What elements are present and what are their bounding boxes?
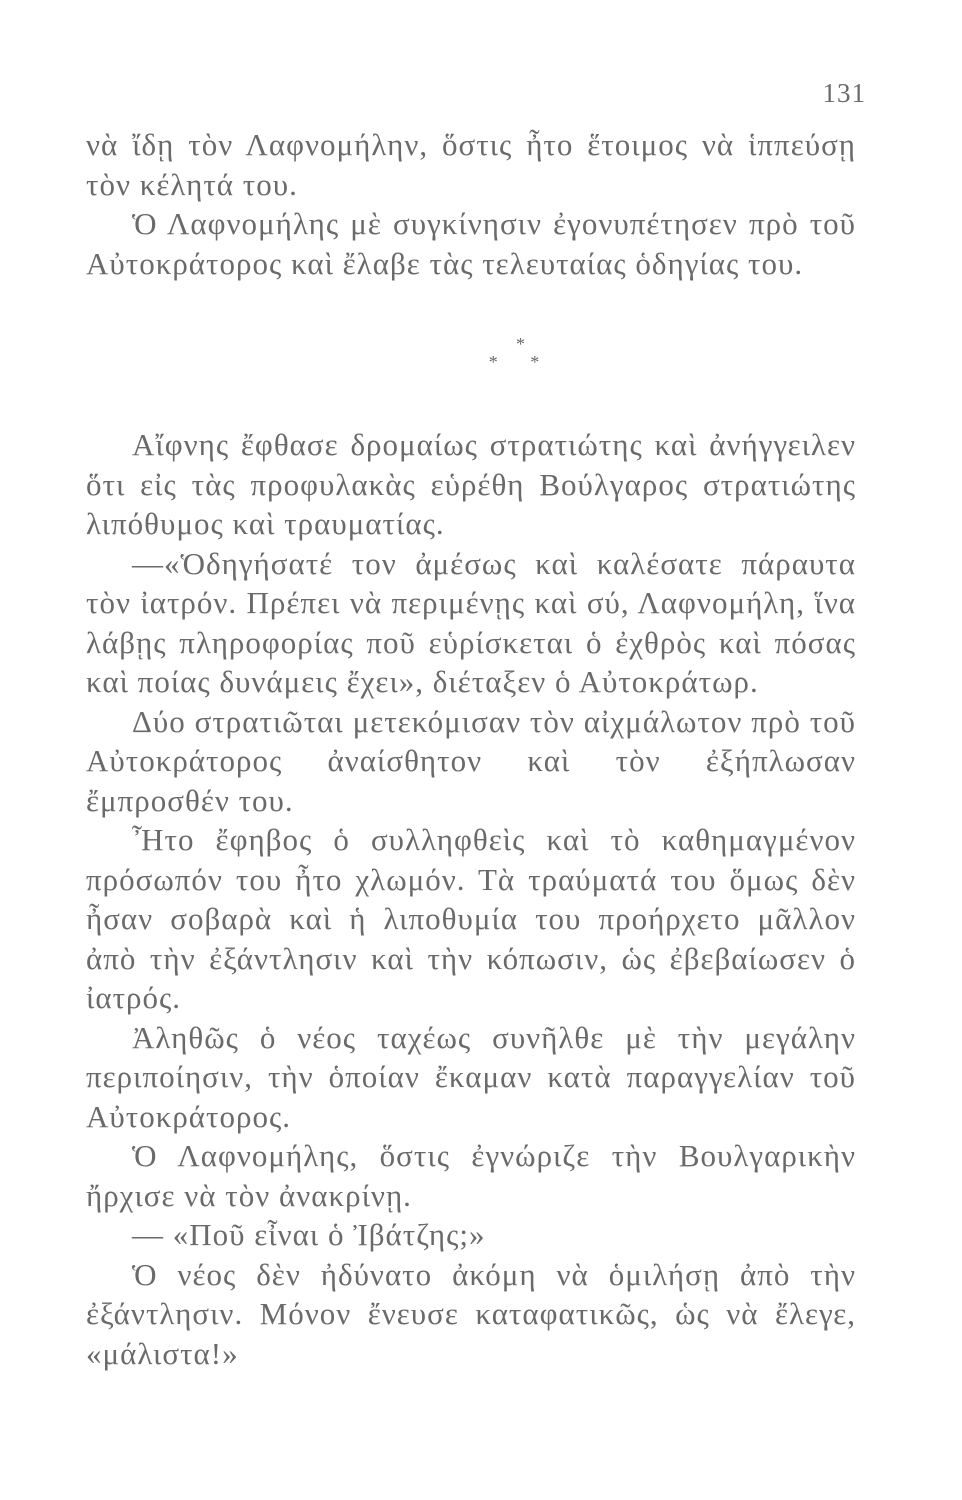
section-separator bbox=[86, 335, 856, 371]
body-text bbox=[86, 125, 856, 1373]
dialogue-paragraph: —«Ὁδηγήσατέ τον ἀμέσως καὶ καλέσατε πάραυτα τὸν ἰατρόν. Πρέπει νὰ περιμένῃς καὶ σύ, Λαφνομήλη, ἵνα λάβῃς πληροφορίας ποῦ εὑρίσκεται ὁ ἐχθρὸς καὶ πόσας καὶ ποίας δυνάμεις ἔχει», διέταξεν ὁ Αὐτοκράτωρ. bbox=[86, 545, 856, 699]
paragraph: Ἀληθῶς ὁ νέος ταχέως συνῆλθε μὲ τὴν μεγάλην περιποίησιν, τὴν ὁποίαν ἔκαμαν κατὰ παραγγελίαν τοῦ Αὐτοκράτορος. bbox=[86, 1019, 856, 1134]
paragraph: νὰ ἴδῃ τὸν Λαφνομήλην, ὅστις ἦτο ἕτοιμος νὰ ἱππεύσῃ τὸν κέλητά του. bbox=[86, 127, 856, 202]
page-number: 131 bbox=[822, 78, 866, 108]
separator-asterisks: * * bbox=[488, 352, 554, 372]
paragraph: Ὁ νέος δὲν ἠδύνατο ἀκόμη νὰ ὁμιλήσῃ ἀπὸ τὴν ἐξάντλησιν. Μόνον ἔνευσε καταφατικῶς, ὡς νὰ ἔλεγε, «μάλιστα!» bbox=[86, 1256, 856, 1371]
paragraph: Δύο στρατιῶται μετεκόμισαν τὸν αἰχμάλωτον πρὸ τοῦ Αὐτοκράτορος ἀναίσθητον καὶ τὸν ἐξήπλωσαν ἔμπροσθέν του. bbox=[86, 703, 856, 818]
paragraph: Ἦτο ἔφηβος ὁ συλληφθεὶς καὶ τὸ καθημαγμένον πρόσωπόν του ἦτο χλωμόν. Τὰ τραύματά του ὅμως δὲν ἦσαν σοβαρὰ καὶ ἡ λιποθυμία του προήρχετο μᾶλλον ἀπὸ τὴν ἐξάντλησιν καὶ τὴν κόπωσιν, ὡς ἐβεβαίωσεν ὁ ἰατρός. bbox=[86, 822, 856, 1015]
paragraph: Ὁ Λαφνομήλης, ὅστις ἐγνώριζε τὴν Βουλγαρικὴν ἤρχισε νὰ τὸν ἀνακρίνῃ. bbox=[86, 1138, 856, 1213]
separator-asterisk: * bbox=[516, 334, 526, 354]
paragraph: Ὁ Λαφνομήλης μὲ συγκίνησιν ἐγονυπέτησεν πρὸ τοῦ Αὐτοκράτορος καὶ ἔλαβε τὰς τελευταίας ὁδηγίας του. bbox=[86, 206, 856, 281]
dialogue-paragraph: — «Ποῦ εἶναι ὁ Ἰβάτζης;» bbox=[132, 1217, 486, 1252]
paragraph: Αἴφνης ἔφθασε δρομαίως στρατιώτης καὶ ἀνήγγειλεν ὅτι εἰς τὰς προφυλακὰς εὑρέθη Βούλγαρος στρατιώτης λιπόθυμος καὶ τραυματίας. bbox=[86, 427, 856, 541]
